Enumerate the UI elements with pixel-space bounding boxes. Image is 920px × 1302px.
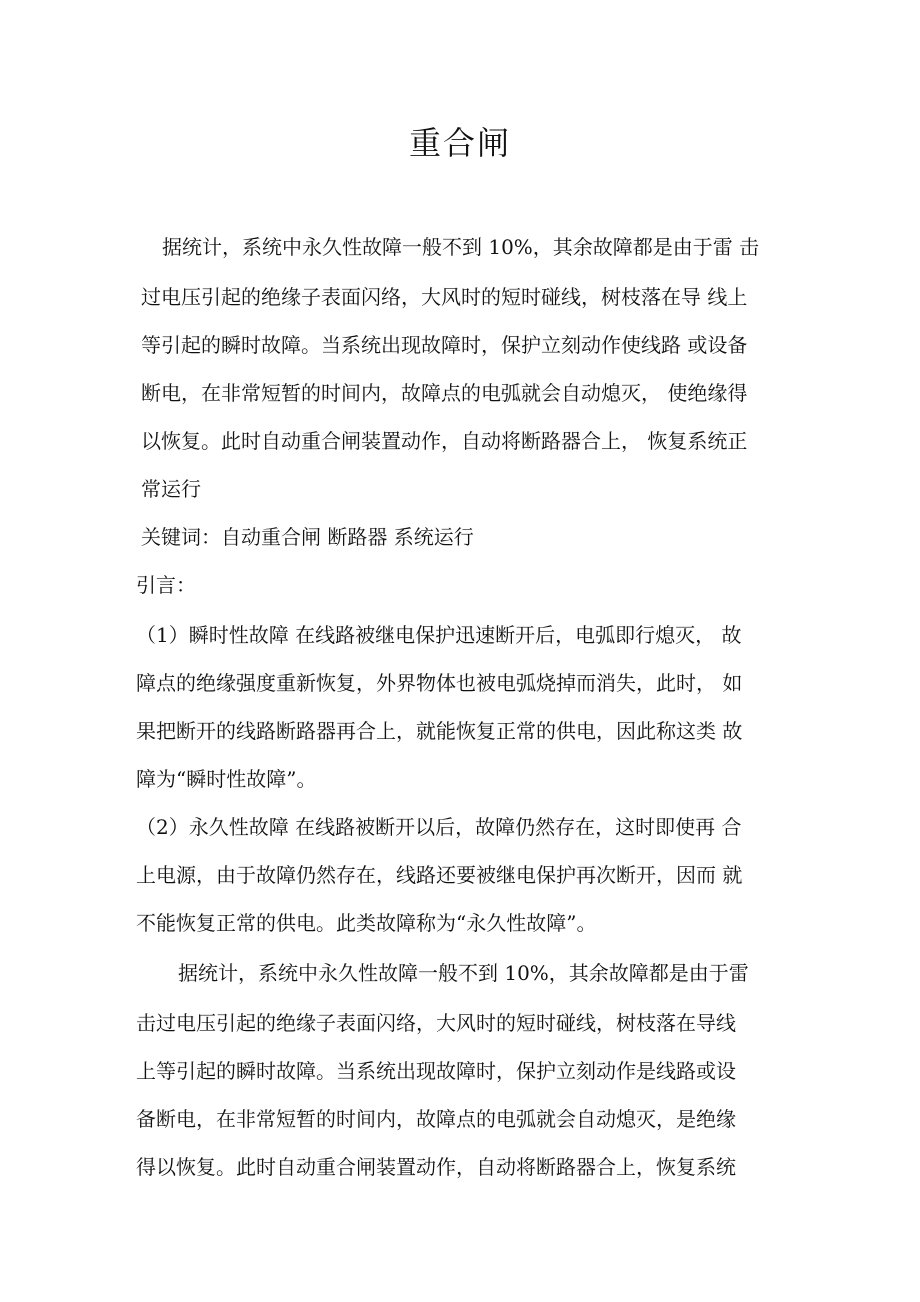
intro-heading: 引言：: [136, 573, 196, 597]
document-title: 重合闸: [408, 124, 511, 162]
item1-line: （1）瞬时性故障 在线路被继电保护迅速断开后，电弧即行熄灭， 故: [136, 623, 742, 647]
item1-line: 果把断开的线路断路器再合上，就能恢复正常的供电，因此称这类 故: [136, 719, 743, 743]
abstract-line: 据统计，系统中永久性故障一般不到 10%，其余故障都是由于雷 击: [162, 235, 760, 259]
item1-line: 障为“瞬时性故障”。: [136, 767, 317, 791]
body-line: 据统计，系统中永久性故障一般不到 10%，其余故障都是由于雷: [178, 961, 749, 985]
body-line: 击过电压引起的绝缘子表面闪络，大风时的短时碰线，树枝落在导线: [136, 1011, 736, 1035]
abstract-line: 常运行: [141, 477, 201, 501]
item2-line: 不能恢复正常的供电。此类故障称为“永久性故障”。: [136, 911, 597, 935]
body-line: 备断电，在非常短暂的时间内，故障点的电弧就会自动熄灭，是绝缘: [136, 1107, 736, 1131]
abstract-line: 断电，在非常短暂的时间内，故障点的电弧就会自动熄灭， 使绝缘得: [141, 381, 748, 405]
item2-line: 上电源，由于故障仍然存在，线路还要被继电保护再次断开，因而 就: [136, 863, 743, 887]
item2-line: （2）永久性故障 在线路被断开以后，故障仍然存在，这时即使再 合: [136, 815, 742, 839]
abstract-line: 过电压引起的绝缘子表面闪络，大风时的短时碰线，树枝落在导 线上: [141, 285, 748, 309]
item1-line: 障点的绝缘强度重新恢复，外界物体也被电弧烧掉而消失，此时， 如: [136, 671, 743, 695]
abstract-line: 等引起的瞬时故障。当系统出现故障时，保护立刻动作使线路 或设备: [141, 333, 748, 357]
abstract-line: 以恢复。此时自动重合闸装置动作，自动将断路器合上， 恢复系统正: [141, 429, 748, 453]
keywords-line: 关键词：自动重合闸 断路器 系统运行: [141, 525, 474, 549]
body-line: 得以恢复。此时自动重合闸装置动作，自动将断路器合上，恢复系统: [136, 1155, 736, 1179]
body-line: 上等引起的瞬时故障。当系统出现故障时，保护立刻动作是线路或设: [136, 1059, 736, 1083]
